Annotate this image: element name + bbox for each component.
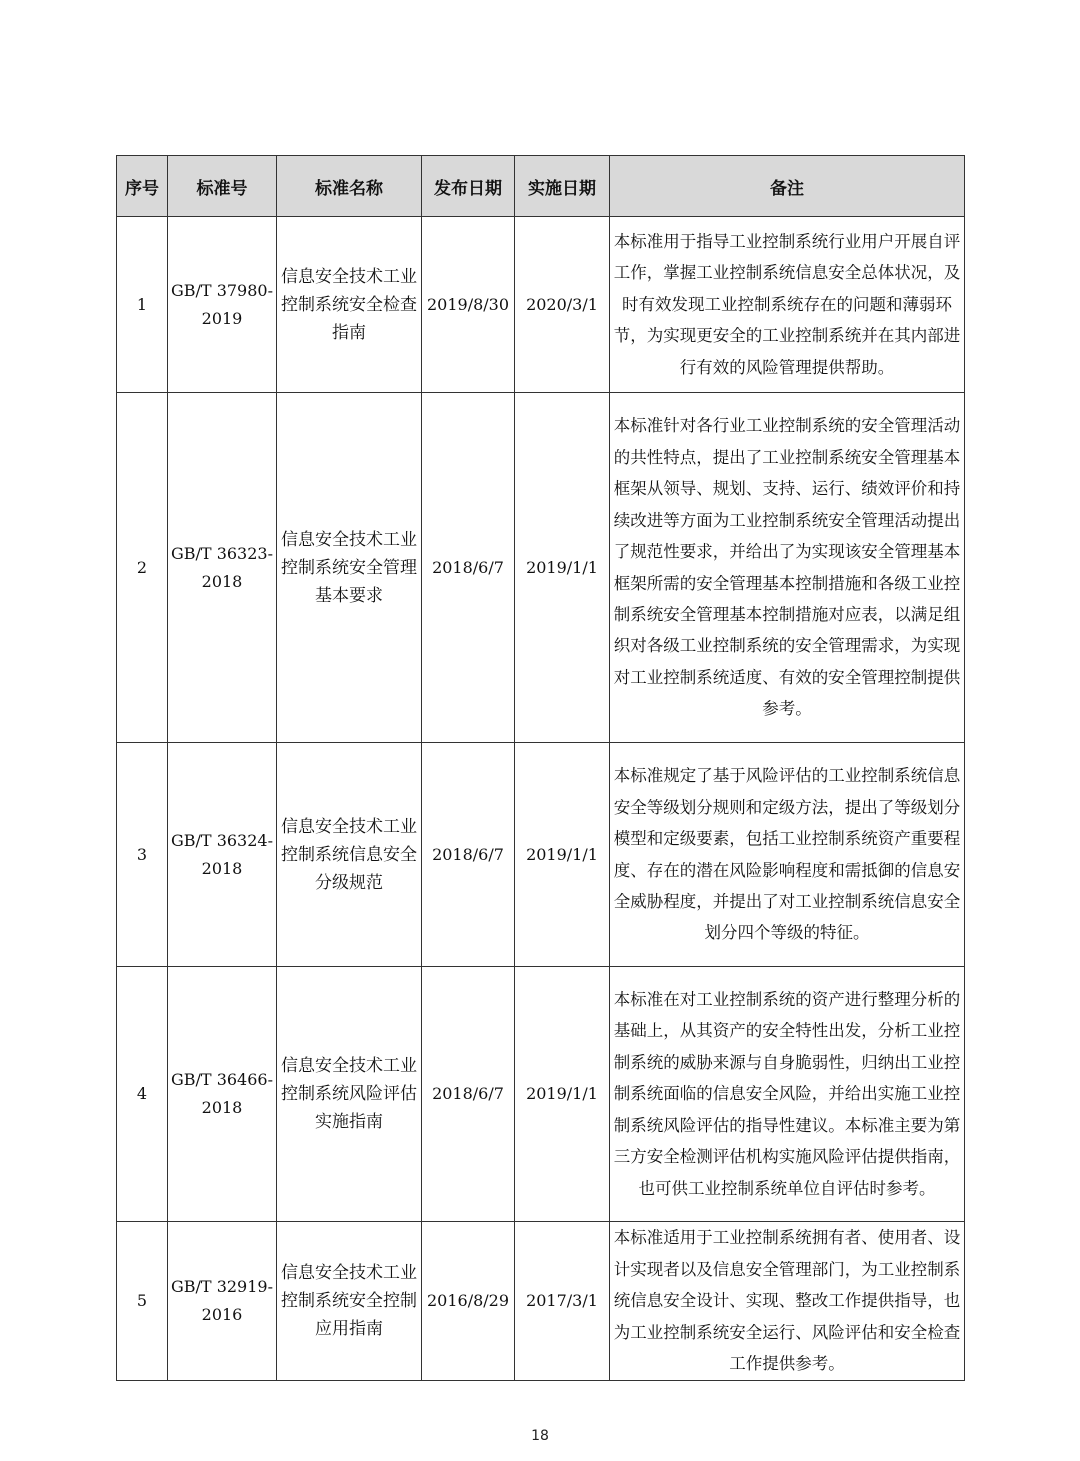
standard-code: GB/T 36466-2018 — [168, 967, 277, 1222]
table-row — [117, 393, 965, 743]
row-number: 2 — [117, 393, 168, 743]
header-code: 标准号 — [168, 156, 277, 217]
table-row — [117, 967, 965, 1222]
table-header-row — [117, 156, 965, 217]
effective-date: 2019/1/1 — [515, 393, 610, 743]
header-no: 序号 — [117, 156, 168, 217]
standard-name: 信息安全技术工业控制系统安全控制应用指南 — [277, 1222, 422, 1381]
header-note: 备注 — [610, 156, 965, 217]
standard-note: 本标准适用于工业控制系统拥有者、使用者、设计实现者以及信息安全管理部门，为工业控制系统信息安全设计、实现、整改工作提供指导，也为工业控制系统安全运行、风险评估和安全检查工作提供参考。 — [610, 1222, 965, 1381]
standard-code: GB/T 36324-2018 — [168, 743, 277, 967]
standards-table — [116, 155, 965, 1381]
standard-note: 本标准规定了基于风险评估的工业控制系统信息安全等级划分规则和定级方法，提出了等级划分模型和定级要素，包括工业控制系统资产重要程度、存在的潜在风险影响程度和需抵御的信息安全威胁程度，并提出了对工业控制系统信息安全划分四个等级的特征。 — [610, 743, 965, 967]
standard-code: GB/T 36323-2018 — [168, 393, 277, 743]
table-row — [117, 1222, 965, 1381]
row-number: 5 — [117, 1222, 168, 1381]
publish-date: 2018/6/7 — [422, 967, 515, 1222]
standard-note: 本标准针对各行业工业控制系统的安全管理活动的共性特点，提出了工业控制系统安全管理基本框架从领导、规划、支持、运行、绩效评价和持续改进等方面为工业控制系统安全管理活动提出了规范性要求，并给出了为实现该安全管理基本框架所需的安全管理基本控制措施和各级工业控制系统安全管理基本控制措施对应表，以满足组织对各级工业控制系统的安全管理需求，为实现对工业控制系统适度、有效的安全管理控制提供参考。 — [610, 393, 965, 743]
standard-name: 信息安全技术工业控制系统安全管理基本要求 — [277, 393, 422, 743]
publish-date: 2018/6/7 — [422, 743, 515, 967]
publish-date: 2016/8/29 — [422, 1222, 515, 1381]
effective-date: 2019/1/1 — [515, 743, 610, 967]
header-effective-date: 实施日期 — [515, 156, 610, 217]
page-number: 18 — [531, 1428, 549, 1444]
row-number: 3 — [117, 743, 168, 967]
publish-date: 2018/6/7 — [422, 393, 515, 743]
effective-date: 2017/3/1 — [515, 1222, 610, 1381]
table-row — [117, 217, 965, 393]
header-publish-date: 发布日期 — [422, 156, 515, 217]
header-name: 标准名称 — [277, 156, 422, 217]
effective-date: 2020/3/1 — [515, 217, 610, 393]
publish-date: 2019/8/30 — [422, 217, 515, 393]
effective-date: 2019/1/1 — [515, 967, 610, 1222]
row-number: 4 — [117, 967, 168, 1222]
standard-note: 本标准在对工业控制系统的资产进行整理分析的基础上，从其资产的安全特性出发，分析工业控制系统的威胁来源与自身脆弱性，归纳出工业控制系统面临的信息安全风险，并给出实施工业控制系统风险评估的指导性建议。本标准主要为第三方安全检测评估机构实施风险评估提供指南，也可供工业控制系统单位自评估时参考。 — [610, 967, 965, 1222]
row-number: 1 — [117, 217, 168, 393]
standard-name: 信息安全技术工业控制系统信息安全分级规范 — [277, 743, 422, 967]
standard-code: GB/T 37980-2019 — [168, 217, 277, 393]
standard-note: 本标准用于指导工业控制系统行业用户开展自评工作，掌握工业控制系统信息安全总体状况，及时有效发现工业控制系统存在的问题和薄弱环节，为实现更安全的工业控制系统并在其内部进行有效的风险管理提供帮助。 — [610, 217, 965, 393]
standard-name: 信息安全技术工业控制系统安全检查指南 — [277, 217, 422, 393]
table-row — [117, 743, 965, 967]
standard-code: GB/T 32919-2016 — [168, 1222, 277, 1381]
standard-name: 信息安全技术工业控制系统风险评估实施指南 — [277, 967, 422, 1222]
